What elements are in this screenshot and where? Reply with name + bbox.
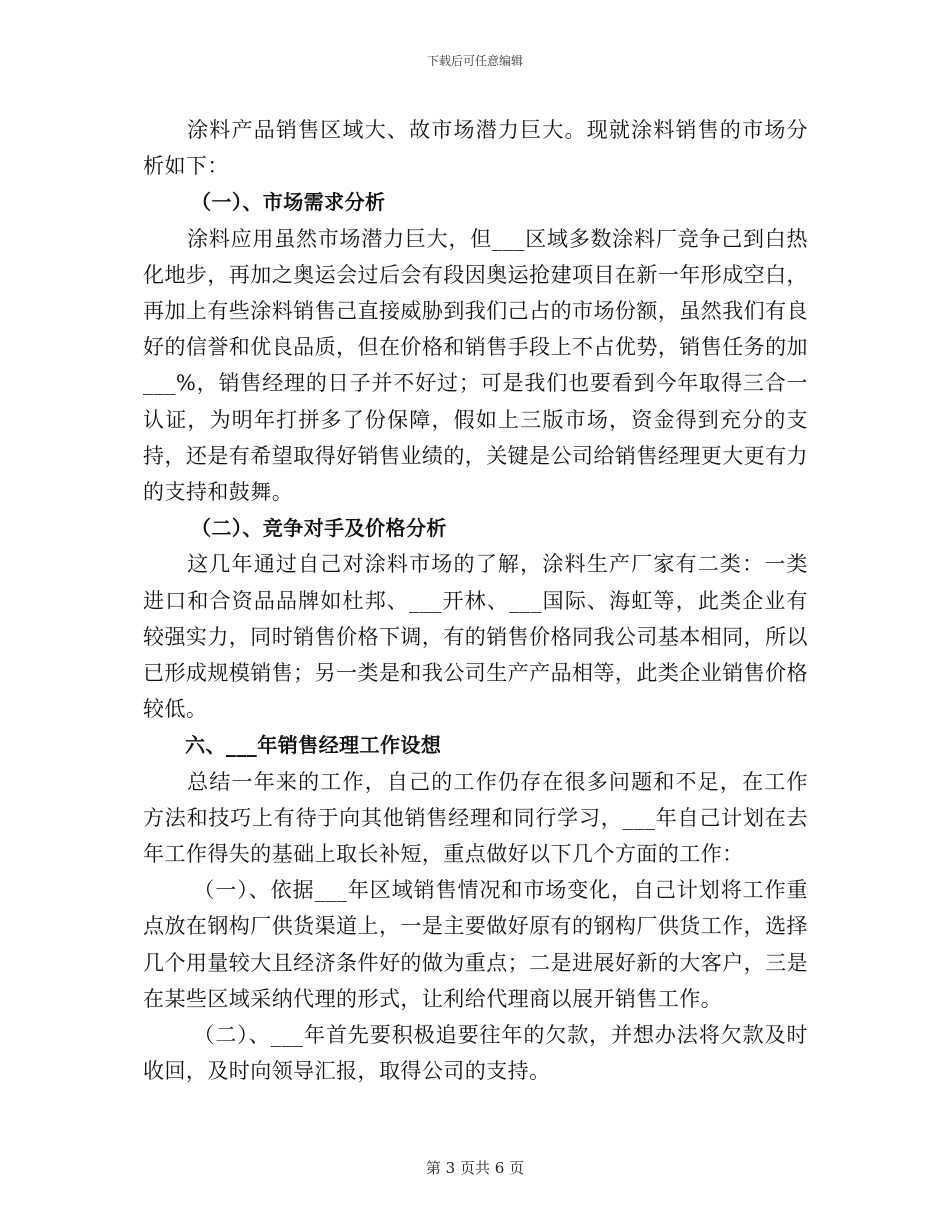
- paragraph-plan-item-1: （一）、依据___年区域销售情况和市场变化，自己计划将工作重点放在钢构厂供货渠道上，一是主要做好原有的钢构厂供货工作，选择几个用量较大且经济条件好的做为重点；二是进展好新的大客户，三是在某些区域采纳代理的形式，让利给代理商以展开销售工作。: [143, 878, 808, 1011]
- section-heading-work-plan: 六、___年销售经理工作设想: [185, 733, 442, 758]
- section-heading-market-demand: （一）、市场需求分析: [191, 190, 386, 215]
- paragraph-competitors-pricing: 这几年通过自己对涂料市场的了解，涂料生产厂家有二类：一类进口和合资品品牌如杜邦、___开林、___国际、海虹等，此类企业有较强实力，同时销售价格下调，有的销售价格同我公司基本相同，所以已形成规模销售；另一类是和我公司生产产品相等，此类企业销售价格较低。: [143, 552, 808, 722]
- page-number-footer: 第 3 页共 6 页: [425, 1159, 525, 1177]
- paragraph-work-plan-summary: 总结一年来的工作，自己的工作仍存在很多问题和不足，在工作方法和技巧上有待于向其他销售经理和同行学习，___年自己计划在去年工作得失的基础上取长补短，重点做好以下几个方面的工作：: [143, 769, 808, 867]
- document-body: [143, 112, 808, 1089]
- page-header: 下载后可任意编辑: [426, 54, 523, 68]
- paragraph-market-demand: 涂料应用虽然市场潜力巨大，但___区域多数涂料厂竞争己到白热化地步，再加之奥运会过后会有段因奥运抢建项目在新一年形成空白，再加上有些涂料销售己直接威胁到我们己占的市场份额，虽然我们有良好的信誉和优良品质，但在价格和销售手段上不占优势，销售任务的加___%，销售经理的日子并不好过；可是我们也要看到今年取得三合一认证，为明年打拼多了份保障，假如上三版市场，资金得到充分的支持，还是有希望取得好销售业绩的，关键是公司给销售经理更大更有力的支持和鼓舞。: [143, 226, 808, 505]
- paragraph-plan-item-2: （二）、___年首先要积极追要往年的欠款，并想办法将欠款及时收回，及时向领导汇报，取得公司的支持。: [143, 1023, 808, 1084]
- section-heading-competitors-pricing: （二）、竞争对手及价格分析: [191, 516, 447, 541]
- paragraph-intro: 涂料产品销售区域大、故市场潜力巨大。现就涂料销售的市场分析如下：: [143, 118, 808, 179]
